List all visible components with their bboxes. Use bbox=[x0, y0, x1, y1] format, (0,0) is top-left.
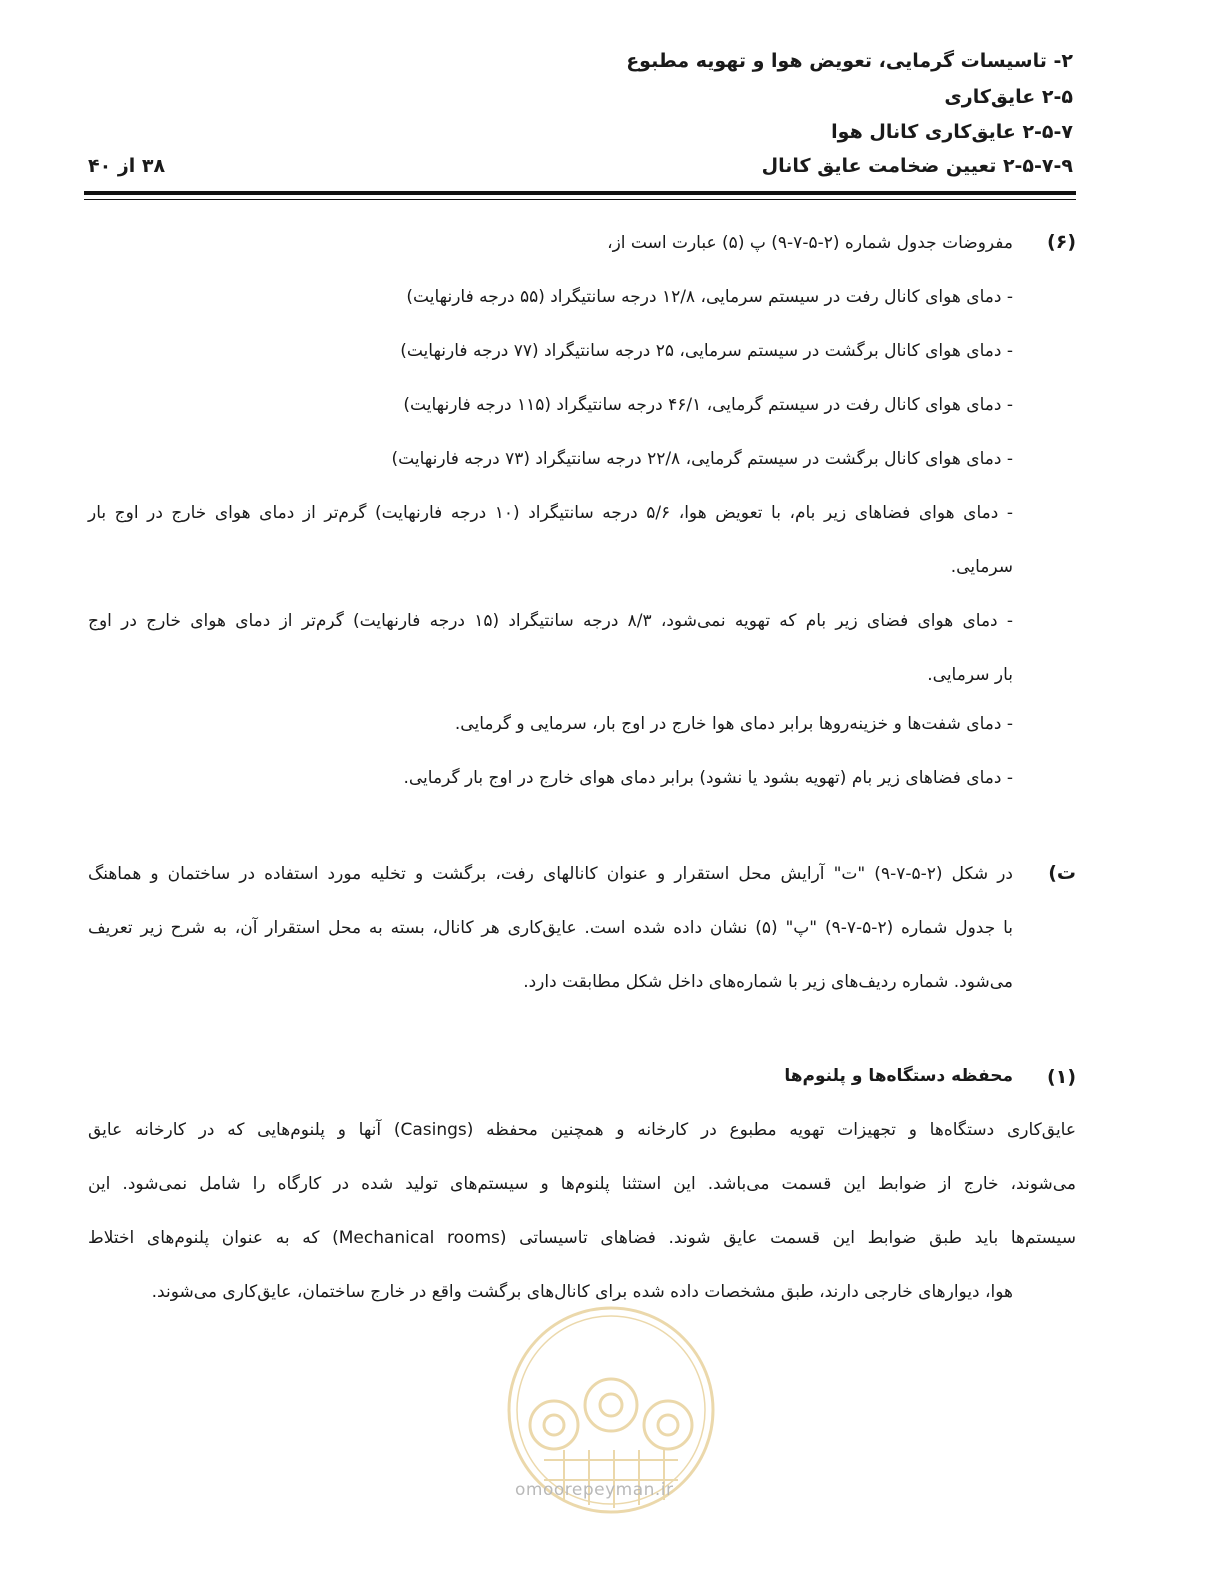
paragraph-line: سیستم‌ها باید طبق ضوابط این قسمت عایق شوند. فضاهای تاسیساتی (Mechanical rooms) که به عنوان پلنوم‌های اختلاط bbox=[88, 1228, 1076, 1248]
list-item: - دمای فضاهای زیر بام (تهویه بشود یا نشود) برابر دمای هوای خارج در اوج بار گرمایی. bbox=[403, 768, 1013, 788]
header-divider-thick bbox=[84, 191, 1076, 195]
subsection-title: محفظه دستگاه‌ها و پلنوم‌ها bbox=[784, 1066, 1013, 1086]
list-item: - دمای هوای فضاهای زیر بام، با تعویض هوا، ۵/۶ درجه سانتیگراد (۱۰ درجه فارنهایت) گرم‌تر از دمای هوای خارج در اوج بار bbox=[88, 503, 1013, 523]
list-item: - دمای هوای کانال رفت در سیستم گرمایی، ۴۶/۱ درجه سانتیگراد (۱۱۵ درجه فارنهایت) bbox=[403, 395, 1013, 415]
list-item: - دمای هوای فضای زیر بام که تهویه نمی‌شود، ۸/۳ درجه سانتیگراد (۱۵ درجه فارنهایت) گرم‌تر از دمای هوای خارج در اوج bbox=[88, 611, 1013, 631]
section-heading-topic: ۲-۵-۷ عایق‌کاری کانال هوا bbox=[831, 121, 1073, 143]
list-item-continuation: بار سرمایی. bbox=[927, 665, 1013, 685]
list-item: - دمای شفت‌ها و خزینه‌روها برابر دمای هوا خارج در اوج بار، سرمایی و گرمایی. bbox=[454, 714, 1013, 734]
paragraph-line: با جدول شماره (۲-۵-۷-۹) "پ" (۵) نشان داده شده است. عایق‌کاری هر کانال، بسته به محل استقرار آن، به شرح زیر تعریف bbox=[88, 918, 1013, 938]
paragraph-line: در شکل (۲-۵-۷-۹) "ت" آرایش محل استقرار و عنوان کانالهای رفت، برگشت و تخلیه مورد استفاده در ساختمان و هماهنگ bbox=[88, 864, 1013, 884]
list-item-continuation: سرمایی. bbox=[950, 557, 1013, 577]
paragraph-line: می‌شود. شماره ردیف‌های زیر با شماره‌های داخل شکل مطابقت دارد. bbox=[523, 972, 1013, 992]
paragraph-line: هوا، دیوارهای خارجی دارند، طبق مشخصات داده شده برای کانال‌های برگشت واقع در خارج ساختمان، عایق‌کاری می‌شوند. bbox=[151, 1282, 1013, 1302]
item-marker: (۶) bbox=[1047, 231, 1076, 253]
section-heading-subtopic: ۲-۵-۷-۹ تعیین ضخامت عایق کانال bbox=[761, 155, 1073, 177]
list-item: - دمای هوای کانال برگشت در سیستم سرمایی، ۲۵ درجه سانتیگراد (۷۷ درجه فارنهایت) bbox=[400, 341, 1013, 361]
page-number: ۳۸ از ۴۰ bbox=[88, 155, 166, 177]
list-item: - دمای هوای کانال برگشت در سیستم گرمایی، ۲۲/۸ درجه سانتیگراد (۷۳ درجه فارنهایت) bbox=[391, 449, 1013, 469]
section-heading-chapter: ۲- تاسیسات گرمایی، تعویض هوا و تهویه مطبوع bbox=[626, 50, 1073, 72]
item-marker: ت) bbox=[1048, 862, 1076, 884]
watermark-url: omoorepeyman.ir bbox=[515, 1480, 674, 1500]
list-item: - دمای هوای کانال رفت در سیستم سرمایی، ۱۲/۸ درجه سانتیگراد (۵۵ درجه فارنهایت) bbox=[406, 287, 1013, 307]
header-divider-thin bbox=[84, 199, 1076, 200]
paragraph-line: عایق‌کاری دستگاه‌ها و تجهیزات تهویه مطبوع در کارخانه و همچنین محفظه (Casings) آنها و پلنوم‌هایی که در کارخانه عایق bbox=[88, 1120, 1076, 1140]
paragraph-line: می‌شوند، خارج از ضوابط این قسمت می‌باشد. این استثنا پلنوم‌ها و سیستم‌های تولید شده در کارگاه را شامل نمی‌شود. این bbox=[88, 1174, 1076, 1194]
paragraph-intro: مفروضات جدول شماره (۲-۵-۷-۹) پ (۵) عبارت است از، bbox=[607, 233, 1013, 253]
section-heading-subchapter: ۲-۵ عایق‌کاری bbox=[944, 86, 1073, 108]
item-marker: (۱) bbox=[1047, 1066, 1076, 1088]
